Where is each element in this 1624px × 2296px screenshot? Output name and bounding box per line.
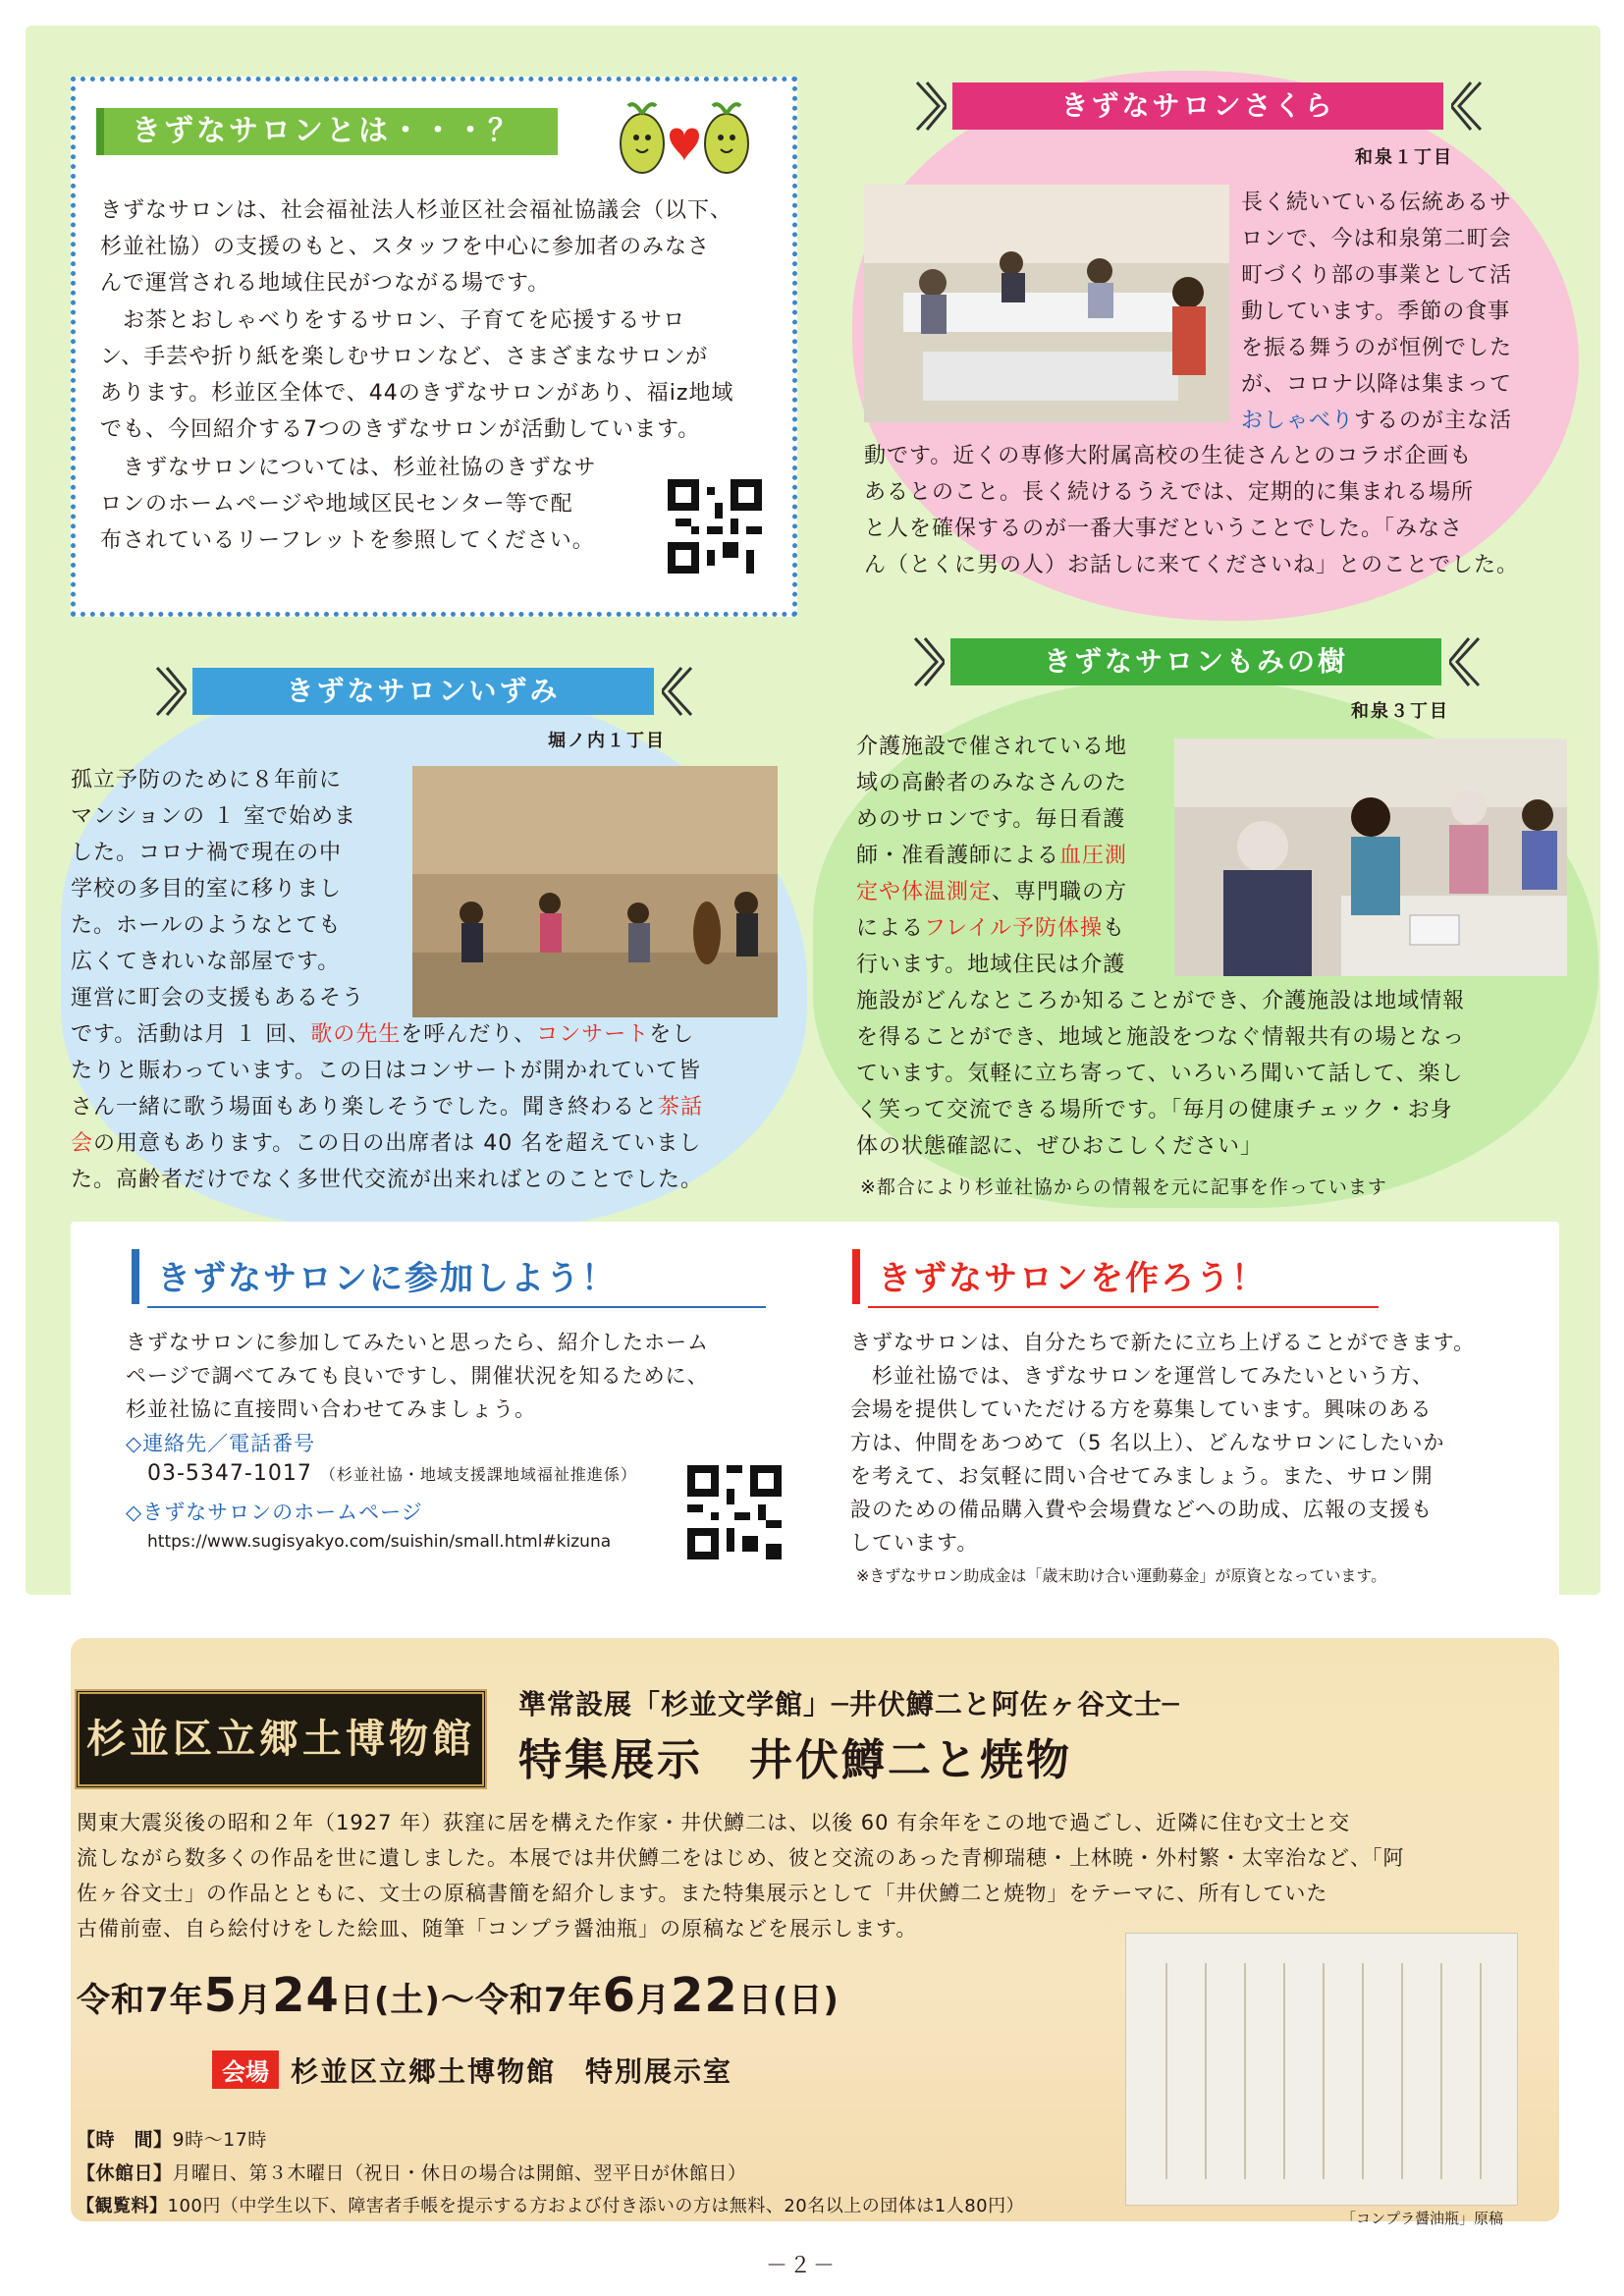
date-weekday: (日) [772, 1981, 839, 2020]
intro-paragraph-3: きずなサロンについては、杉並社協のきずなサ ロンのホームページや地域区民センター等で配 布されているリーフレットを参照してください。 [100, 456, 597, 553]
museum-subtitle: 準常設展「杉並文学館」─井伏鱒二と阿佐ヶ谷文士─ [518, 1688, 1180, 1721]
join-title: きずなサロンに参加しよう！ [157, 1259, 617, 1298]
momi-line-5 [856, 874, 1127, 910]
manuscript-line [1362, 1963, 1364, 2179]
chevron-icon [662, 664, 695, 719]
sakura-photo [864, 185, 1229, 422]
izumi-text: をし [649, 1022, 695, 1047]
momi-title: きずなサロンもみの樹 [950, 638, 1441, 685]
izumi-highlight: コンサート [536, 1022, 650, 1047]
date-day: 22 [671, 1968, 738, 2023]
qr-code-icon[interactable] [687, 1465, 782, 1559]
date-unit: 日 [737, 1981, 773, 2020]
momi-text: 師・准看護師による [856, 844, 1060, 868]
fee-row [77, 2192, 1024, 2217]
izumi-line-2: たりと賑わっています。この日はコンサートが開かれていて皆 [71, 1059, 702, 1083]
closed-label: 【休館日】 [77, 2162, 173, 2184]
museum-date [77, 1968, 839, 2023]
make-note: ※きずなサロン助成金は「歳末助け合い運動募金」が原資となっています。 [856, 1566, 1387, 1585]
momi-line-2: 域の高齢者のみなさんのた [856, 771, 1128, 795]
momi-highlight: フレイル予防体操 [924, 916, 1104, 941]
sakura-text-side-end [1241, 403, 1575, 439]
chevron-icon [913, 79, 947, 134]
sakura-address: 和泉１丁目 [1355, 147, 1453, 168]
momi-line-7: 行います。地域住民は介護 [856, 953, 1126, 977]
izumi-text: の用意もあります。この日の出席者は 40 名を超えていまし [93, 1131, 702, 1156]
sakura-text-side-tail: するのが主な活 [1354, 409, 1513, 433]
closed-value: 月曜日、第３木曜日（祝日・休日の場合は開館、翌平日が休館日） [172, 2162, 747, 2184]
phone-number[interactable]: 03-5347-1017 [147, 1461, 312, 1486]
date-month: 5 [203, 1968, 239, 2023]
manuscript-caption: 「コンプラ醤油瓶」原稿 [1341, 2210, 1504, 2227]
intro-paragraph-2: お茶とおしゃべりをするサロン、子育てを応援するサロ ン、手芸や折り紙を楽しむサロンなど、さまざまなサロンが あります。杉並区全体で、44のきずなサロンがあり、福iz地域 でも、今回紹介する7つのきずなサロンが活動しています。 [100, 308, 734, 442]
izumi-highlight: 歌の先生 [310, 1022, 402, 1047]
izumi-text-side: 孤立予防のために８年前に マンションの １ 室で始めま した。コロナ禍で現在の中 学校の多目的室に移りまし た。ホールのようなとても 広くてきれいな部屋です。 運営に町会の支援もあるそう [71, 768, 365, 1011]
phone-row [147, 1461, 637, 1486]
join-title-bar [132, 1249, 139, 1304]
sakura-text-side: 長く続いている伝統あるサ ロンで、今は和泉第二町会 町づくり部の事業として活 動しています。季節の食事 を振る舞うのが恒例でした が、コロナ以降は集まって [1241, 191, 1513, 397]
date-month: 6 [602, 1968, 637, 2023]
izumi-title: きずなサロンいずみ [192, 668, 654, 715]
izumi-line-5: た。高齢者だけでなく多世代交流が出来ればとのことでした。 [71, 1168, 704, 1192]
izumi-highlight: 会 [71, 1131, 94, 1156]
date-unit: 月 [238, 1981, 273, 2020]
momi-note: ※都合により杉並社協からの情報を元に記事を作っています [860, 1176, 1387, 1198]
chevron-icon [1451, 79, 1485, 134]
date-unit: 日 [339, 1981, 374, 2020]
date-weekday: (土) [373, 1981, 441, 2020]
izumi-line-4 [71, 1125, 797, 1162]
manuscript-line [1165, 1963, 1167, 2179]
manuscript-line [1323, 1963, 1325, 2179]
phone-note: （杉並社協・地域支援課地域福祉推進係） [319, 1465, 637, 1484]
date-day: 24 [272, 1968, 340, 2023]
intro-paragraph-1: きずなサロンは、社会福祉法人杉並区社会福祉協議会（以下、 杉並社協）の支援のもと、スタッフを中心に参加者のみなさ んで運営される地域住民がつながる場です。 [100, 198, 733, 296]
join-text: きずなサロンに参加してみたいと思ったら、紹介したホーム ページで調べてみても良いですし、開催状況を知るために、 杉並社協に直接問い合わせてみましょう。 [126, 1331, 709, 1421]
make-title-bar [852, 1249, 860, 1304]
hours-row [77, 2125, 267, 2152]
manuscript-line [1401, 1963, 1403, 2179]
momi-line-6 [856, 910, 1125, 947]
date-unit: 月 [636, 1981, 672, 2020]
qr-code-icon[interactable] [668, 479, 762, 574]
date-separator: ～ [440, 1981, 475, 2020]
manuscript-line [1244, 1963, 1246, 2179]
contact-label: ◇連絡先／電話番号 [126, 1432, 316, 1455]
sakura-highlight: おしゃべり [1241, 409, 1355, 433]
hours-label: 【時 間】 [77, 2129, 173, 2151]
venue: 杉並区立郷土博物館 特別展示室 [291, 2055, 733, 2088]
museum-logo: 杉並区立郷土博物館 [75, 1689, 487, 1789]
manuscript-image [1125, 1933, 1518, 2206]
closed-row [77, 2159, 747, 2185]
manuscript-line [1283, 1963, 1285, 2179]
manuscript-line [1480, 1963, 1482, 2179]
momi-text: 、専門職の方 [992, 880, 1128, 904]
momi-photo [1174, 738, 1567, 976]
momi-line-1: 介護施設で催されている地 [856, 735, 1128, 759]
izumi-text: です。活動は月 １ 回、 [71, 1022, 311, 1047]
fee-label: 【観覧料】 [77, 2196, 168, 2216]
izumi-text: さん一緒に歌う場面もあり楽しそうでした。聞き終わると [71, 1095, 659, 1120]
make-title: きずなサロンを作ろう！ [878, 1259, 1267, 1298]
izumi-highlight: 茶話 [658, 1095, 704, 1120]
momi-line-4 [856, 838, 1127, 874]
momi-text: による [856, 916, 925, 941]
date-era: 令和7年 [474, 1981, 603, 2020]
date-era: 令和7年 [77, 1981, 204, 2020]
fee-value: 100円（中学生以下、障害者手帳を提示する方および付き添いの方は無料、20名以上の団体は1人80円） [167, 2196, 1025, 2216]
homepage-label: ◇きずなサロンのホームページ [126, 1501, 423, 1524]
join-divider [147, 1306, 766, 1308]
hours-value: 9時～17時 [172, 2129, 267, 2151]
intro-title: きずなサロンとは・・・？ [96, 108, 558, 155]
momi-text-full: 施設がどんなところか知ることができ、介護施設は地域情報 を得ることができ、地域と施設をつなぐ情報共有の場となっ ています。気軽に立ち寄って、いろいろ聞いて話して、楽し く笑って交流できる場所です。「毎月の健康チェック・お身 体の状態確認に、ぜひおこしください」 [856, 989, 1466, 1159]
manuscript-line [1205, 1963, 1207, 2179]
sakura-text-full: 動です。近くの専修大附属高校の生徒さんとのコラボ企画も あるとのこと。長く続けるうえでは、定期的に集まれる場所 と人を確保するのが一番大事だということでした。「みなさ ん（とくに男の人）お話しに来てくださいね」とのことでした。 [864, 444, 1520, 577]
izumi-line-1 [71, 1016, 797, 1053]
museum-title: 特集展示 井伏鱒二と焼物 [518, 1735, 1072, 1785]
make-text: きずなサロンは、自分たちで新たに立ち上げることができます。 杉並社協では、きずなサロンを運営してみたいという方、 会場を提供していただける方を募集しています。興味のある 方は、仲間をあつめて（5 名以上）、どんなサロンにしたいか を考えて、お気軽に問い合せてみましょう。また、サロン開 設のための備品購入費や会場費などへの助成、広報の支援も しています。 [850, 1331, 1476, 1555]
momi-line-3: めのサロンです。毎日看護 [856, 807, 1126, 832]
manuscript-line [1440, 1963, 1442, 2179]
chevron-icon [153, 664, 187, 719]
momi-address: 和泉３丁目 [1351, 701, 1449, 722]
izumi-photo [412, 766, 778, 1017]
izumi-text: を呼んだり、 [401, 1022, 537, 1047]
chevron-icon [911, 634, 945, 689]
momi-highlight: 血圧測 [1059, 844, 1128, 868]
momi-highlight: 定や体温測定 [856, 880, 993, 904]
venue-label: 会場 [212, 2050, 279, 2089]
homepage-url[interactable]: https://www.sugisyakyo.com/suishin/small.html#kizuna [147, 1532, 612, 1552]
mascot-illustration [601, 92, 768, 181]
izumi-address: 堀ノ内１丁目 [548, 731, 666, 751]
momi-text: も [1103, 916, 1126, 941]
make-divider [868, 1306, 1379, 1308]
chevron-icon [1449, 634, 1483, 689]
page-number: －２－ [766, 2254, 838, 2278]
museum-text: 関東大震災後の昭和２年（1927 年）荻窪に居を構えた作家・井伏鱒二は、以後 60 有余年をこの地で過ごし、近隣に住む文士と交 流しながら数多くの作品を世に遺しました。本展では井伏鱒二をはじめ、彼と交流のあった青柳瑞穂・上林暁・外村繁・太宰治など、「阿 佐ヶ谷文士」の作品とともに、文士の原稿書簡を紹介します。また特集展示として「井伏鱒二と焼物」をテーマに、所有していた 古備前壺、自ら絵付けをした絵皿、随筆「コンプラ醤油瓶」の原稿などを展示します。 [77, 1811, 1405, 1941]
sakura-title: きずなサロンさくら [952, 82, 1443, 130]
izumi-line-3 [71, 1089, 797, 1125]
